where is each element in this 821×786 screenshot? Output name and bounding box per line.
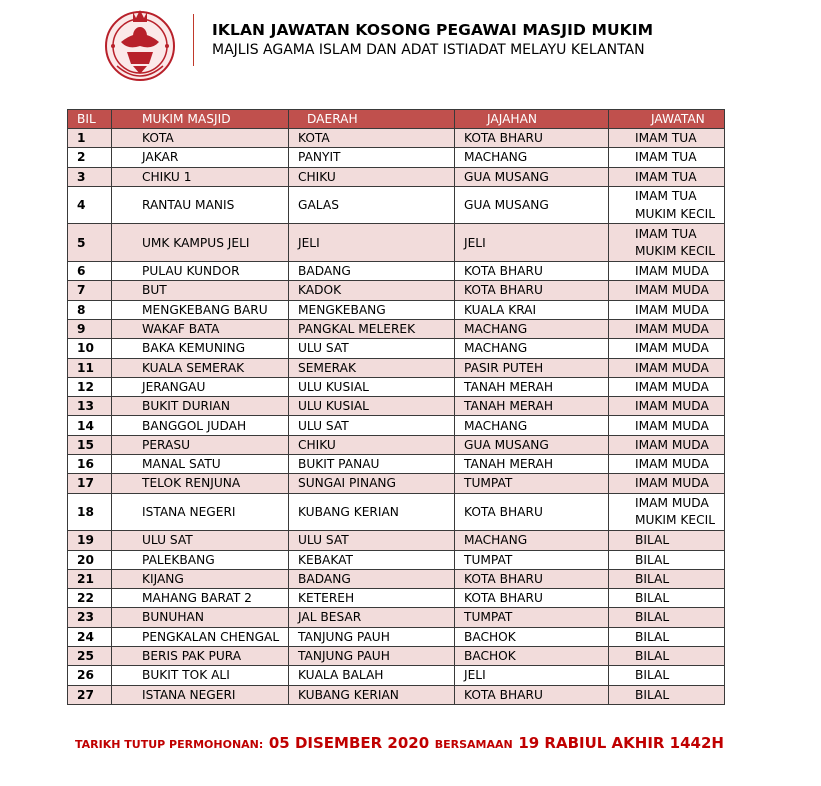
cell-jajahan: KOTA BHARU bbox=[455, 569, 609, 588]
cell-jajahan: MACHANG bbox=[455, 319, 609, 338]
cell-mukim: JAKAR bbox=[112, 148, 289, 167]
cell-mukim: PERASU bbox=[112, 435, 289, 454]
cell-bil: 23 bbox=[68, 608, 112, 627]
table-row bbox=[68, 627, 725, 646]
table-row bbox=[68, 397, 725, 416]
cell-mukim: MAHANG BARAT 2 bbox=[112, 589, 289, 608]
jawatan-line-2: MUKIM KECIL bbox=[635, 513, 715, 528]
cell-daerah: ULU SAT bbox=[289, 416, 455, 435]
cell-daerah: KEBAKAT bbox=[289, 550, 455, 569]
cell-daerah: SEMERAK bbox=[289, 358, 455, 377]
cell-jajahan: JELI bbox=[455, 666, 609, 685]
cell-bil: 17 bbox=[68, 474, 112, 493]
table-row bbox=[68, 416, 725, 435]
page-subtitle: MAJLIS AGAMA ISLAM DAN ADAT ISTIADAT MELAYU KELANTAN bbox=[212, 42, 645, 58]
cell-mukim: MANAL SATU bbox=[112, 455, 289, 474]
cell-daerah: GALAS bbox=[289, 186, 455, 224]
cell-jajahan: TUMPAT bbox=[455, 550, 609, 569]
closing-hijri-date: 19 RABIUL AKHIR 1442H bbox=[518, 734, 724, 752]
cell-daerah: KUALA BALAH bbox=[289, 666, 455, 685]
cell-bil: 22 bbox=[68, 589, 112, 608]
cell-jajahan: KOTA BHARU bbox=[455, 493, 609, 531]
cell-mukim: BUKIT DURIAN bbox=[112, 397, 289, 416]
cell-jawatan: IMAM MUDA bbox=[609, 358, 725, 377]
cell-bil: 5 bbox=[68, 224, 112, 262]
cell-jawatan: BILAL bbox=[609, 608, 725, 627]
table-row bbox=[68, 300, 725, 319]
cell-bil: 14 bbox=[68, 416, 112, 435]
cell-mukim: BAKA KEMUNING bbox=[112, 339, 289, 358]
column-header-daerah: DAERAH bbox=[289, 110, 455, 129]
cell-mukim: ISTANA NEGERI bbox=[112, 685, 289, 704]
cell-jajahan: GUA MUSANG bbox=[455, 167, 609, 186]
cell-daerah: BADANG bbox=[289, 262, 455, 281]
cell-bil: 4 bbox=[68, 186, 112, 224]
cell-mukim: BUT bbox=[112, 281, 289, 300]
vacancy-table bbox=[67, 109, 725, 705]
table-row bbox=[68, 186, 725, 224]
cell-bil: 21 bbox=[68, 569, 112, 588]
table-row bbox=[68, 647, 725, 666]
cell-bil: 12 bbox=[68, 377, 112, 396]
page-title: IKLAN JAWATAN KOSONG PEGAWAI MASJID MUKIM bbox=[212, 21, 654, 39]
table-row bbox=[68, 569, 725, 588]
cell-jajahan: BACHOK bbox=[455, 647, 609, 666]
cell-daerah: ULU KUSIAL bbox=[289, 377, 455, 396]
cell-jajahan: JELI bbox=[455, 224, 609, 262]
header-divider bbox=[193, 14, 194, 66]
cell-jawatan: BILAL bbox=[609, 531, 725, 550]
cell-bil: 9 bbox=[68, 319, 112, 338]
cell-daerah: TANJUNG PAUH bbox=[289, 627, 455, 646]
cell-jawatan: IMAM MUDA bbox=[609, 339, 725, 358]
cell-jajahan: KOTA BHARU bbox=[455, 685, 609, 704]
cell-daerah: SUNGAI PINANG bbox=[289, 474, 455, 493]
table-row bbox=[68, 319, 725, 338]
cell-jawatan: IMAM MUDA bbox=[609, 377, 725, 396]
closing-connector: BERSAMAAN bbox=[434, 738, 513, 751]
cell-jajahan: TANAH MERAH bbox=[455, 377, 609, 396]
table-row bbox=[68, 550, 725, 569]
cell-jajahan: TANAH MERAH bbox=[455, 455, 609, 474]
cell-bil: 27 bbox=[68, 685, 112, 704]
table-body bbox=[68, 129, 725, 705]
cell-mukim: JERANGAU bbox=[112, 377, 289, 396]
cell-jawatan: BILAL bbox=[609, 627, 725, 646]
cell-jawatan: IMAM MUDA bbox=[609, 397, 725, 416]
cell-bil: 20 bbox=[68, 550, 112, 569]
cell-jawatan: BILAL bbox=[609, 666, 725, 685]
cell-jajahan: KUALA KRAI bbox=[455, 300, 609, 319]
cell-mukim: PENGKALAN CHENGAL bbox=[112, 627, 289, 646]
cell-jawatan: IMAM MUDA bbox=[609, 455, 725, 474]
cell-daerah: ULU SAT bbox=[289, 339, 455, 358]
cell-jajahan: GUA MUSANG bbox=[455, 186, 609, 224]
jawatan-line-1: IMAM MUDA bbox=[635, 496, 709, 511]
cell-daerah: ULU SAT bbox=[289, 531, 455, 550]
column-header-jajahan: JAJAHAN bbox=[455, 110, 609, 129]
table-row bbox=[68, 224, 725, 262]
cell-mukim: KUALA SEMERAK bbox=[112, 358, 289, 377]
cell-mukim: PULAU KUNDOR bbox=[112, 262, 289, 281]
cell-jajahan: MACHANG bbox=[455, 339, 609, 358]
cell-jajahan: KOTA BHARU bbox=[455, 129, 609, 148]
cell-mukim: ULU SAT bbox=[112, 531, 289, 550]
cell-mukim: BANGGOL JUDAH bbox=[112, 416, 289, 435]
cell-mukim: CHIKU 1 bbox=[112, 167, 289, 186]
table-header bbox=[68, 110, 725, 129]
cell-jajahan: BACHOK bbox=[455, 627, 609, 646]
table-row bbox=[68, 167, 725, 186]
cell-jajahan: TUMPAT bbox=[455, 474, 609, 493]
table-row bbox=[68, 531, 725, 550]
cell-mukim: BERIS PAK PURA bbox=[112, 647, 289, 666]
table-row bbox=[68, 666, 725, 685]
cell-jawatan: IMAM MUDA bbox=[609, 281, 725, 300]
cell-daerah: PANYIT bbox=[289, 148, 455, 167]
cell-jawatan: IMAM TUA bbox=[609, 148, 725, 167]
cell-daerah: PANGKAL MELEREK bbox=[289, 319, 455, 338]
cell-bil: 26 bbox=[68, 666, 112, 685]
table-row bbox=[68, 685, 725, 704]
cell-bil: 25 bbox=[68, 647, 112, 666]
cell-jawatan: IMAM TUA bbox=[609, 129, 725, 148]
table-row bbox=[68, 358, 725, 377]
cell-mukim: WAKAF BATA bbox=[112, 319, 289, 338]
cell-bil: 7 bbox=[68, 281, 112, 300]
cell-mukim: TELOK RENJUNA bbox=[112, 474, 289, 493]
cell-daerah: KOTA bbox=[289, 129, 455, 148]
cell-daerah: KADOK bbox=[289, 281, 455, 300]
maik-crest-logo bbox=[103, 6, 177, 84]
cell-daerah: KUBANG KERIAN bbox=[289, 685, 455, 704]
table-row bbox=[68, 474, 725, 493]
cell-daerah: JELI bbox=[289, 224, 455, 262]
cell-daerah: JAL BESAR bbox=[289, 608, 455, 627]
cell-bil: 18 bbox=[68, 493, 112, 531]
cell-mukim: KIJANG bbox=[112, 569, 289, 588]
cell-daerah: KUBANG KERIAN bbox=[289, 493, 455, 531]
jawatan-line-2: MUKIM KECIL bbox=[635, 206, 715, 221]
closing-date-line bbox=[0, 733, 821, 752]
cell-mukim: PALEKBANG bbox=[112, 550, 289, 569]
cell-jawatan: IMAM TUA bbox=[609, 167, 725, 186]
cell-bil: 19 bbox=[68, 531, 112, 550]
cell-bil: 3 bbox=[68, 167, 112, 186]
cell-mukim: BUKIT TOK ALI bbox=[112, 666, 289, 685]
cell-bil: 11 bbox=[68, 358, 112, 377]
closing-date: 05 DISEMBER 2020 bbox=[268, 734, 430, 752]
cell-jawatan bbox=[609, 186, 725, 224]
cell-mukim: UMK KAMPUS JELI bbox=[112, 224, 289, 262]
column-header-mukim: MUKIM MASJID bbox=[112, 110, 289, 129]
cell-jajahan: PASIR PUTEH bbox=[455, 358, 609, 377]
cell-jajahan: TANAH MERAH bbox=[455, 397, 609, 416]
cell-jawatan: IMAM MUDA bbox=[609, 319, 725, 338]
cell-jawatan: IMAM MUDA bbox=[609, 474, 725, 493]
cell-bil: 15 bbox=[68, 435, 112, 454]
cell-bil: 10 bbox=[68, 339, 112, 358]
cell-jawatan: IMAM MUDA bbox=[609, 300, 725, 319]
table-row bbox=[68, 493, 725, 531]
cell-jawatan: BILAL bbox=[609, 647, 725, 666]
cell-jajahan: MACHANG bbox=[455, 416, 609, 435]
cell-jawatan: BILAL bbox=[609, 685, 725, 704]
cell-daerah: TANJUNG PAUH bbox=[289, 647, 455, 666]
table-row bbox=[68, 281, 725, 300]
cell-jajahan: TUMPAT bbox=[455, 608, 609, 627]
cell-bil: 6 bbox=[68, 262, 112, 281]
cell-daerah: CHIKU bbox=[289, 435, 455, 454]
cell-jawatan: IMAM MUDA bbox=[609, 435, 725, 454]
cell-mukim: BUNUHAN bbox=[112, 608, 289, 627]
cell-mukim: ISTANA NEGERI bbox=[112, 493, 289, 531]
table-row bbox=[68, 339, 725, 358]
cell-jawatan: IMAM MUDA bbox=[609, 416, 725, 435]
cell-jawatan bbox=[609, 493, 725, 531]
cell-daerah: ULU KUSIAL bbox=[289, 397, 455, 416]
jawatan-line-2: MUKIM KECIL bbox=[635, 244, 715, 259]
page-header bbox=[0, 0, 821, 90]
cell-daerah: MENGKEBANG bbox=[289, 300, 455, 319]
column-header-bil: BIL bbox=[68, 110, 112, 129]
closing-label: TARIKH TUTUP PERMOHONAN: bbox=[75, 738, 264, 751]
cell-mukim: MENGKEBANG BARU bbox=[112, 300, 289, 319]
cell-daerah: BADANG bbox=[289, 569, 455, 588]
cell-bil: 1 bbox=[68, 129, 112, 148]
cell-jawatan: BILAL bbox=[609, 550, 725, 569]
table-row bbox=[68, 148, 725, 167]
cell-jajahan: KOTA BHARU bbox=[455, 281, 609, 300]
cell-daerah: KETEREH bbox=[289, 589, 455, 608]
cell-jawatan: BILAL bbox=[609, 589, 725, 608]
cell-daerah: BUKIT PANAU bbox=[289, 455, 455, 474]
cell-mukim: RANTAU MANIS bbox=[112, 186, 289, 224]
cell-bil: 16 bbox=[68, 455, 112, 474]
cell-bil: 8 bbox=[68, 300, 112, 319]
cell-jawatan: BILAL bbox=[609, 569, 725, 588]
cell-jajahan: MACHANG bbox=[455, 531, 609, 550]
table-header-row bbox=[68, 110, 725, 129]
jawatan-line-1: IMAM TUA bbox=[635, 189, 697, 204]
table-row bbox=[68, 455, 725, 474]
cell-bil: 13 bbox=[68, 397, 112, 416]
table-row bbox=[68, 129, 725, 148]
table-row bbox=[68, 589, 725, 608]
cell-jawatan: IMAM MUDA bbox=[609, 262, 725, 281]
table-row bbox=[68, 377, 725, 396]
jawatan-line-1: IMAM TUA bbox=[635, 227, 697, 242]
cell-jajahan: KOTA BHARU bbox=[455, 262, 609, 281]
cell-jajahan: KOTA BHARU bbox=[455, 589, 609, 608]
cell-bil: 24 bbox=[68, 627, 112, 646]
cell-bil: 2 bbox=[68, 148, 112, 167]
cell-mukim: KOTA bbox=[112, 129, 289, 148]
table-row bbox=[68, 262, 725, 281]
table-row bbox=[68, 435, 725, 454]
cell-daerah: CHIKU bbox=[289, 167, 455, 186]
cell-jajahan: GUA MUSANG bbox=[455, 435, 609, 454]
cell-jawatan bbox=[609, 224, 725, 262]
column-header-jawatan: JAWATAN bbox=[609, 110, 725, 129]
table-row bbox=[68, 608, 725, 627]
cell-jajahan: MACHANG bbox=[455, 148, 609, 167]
